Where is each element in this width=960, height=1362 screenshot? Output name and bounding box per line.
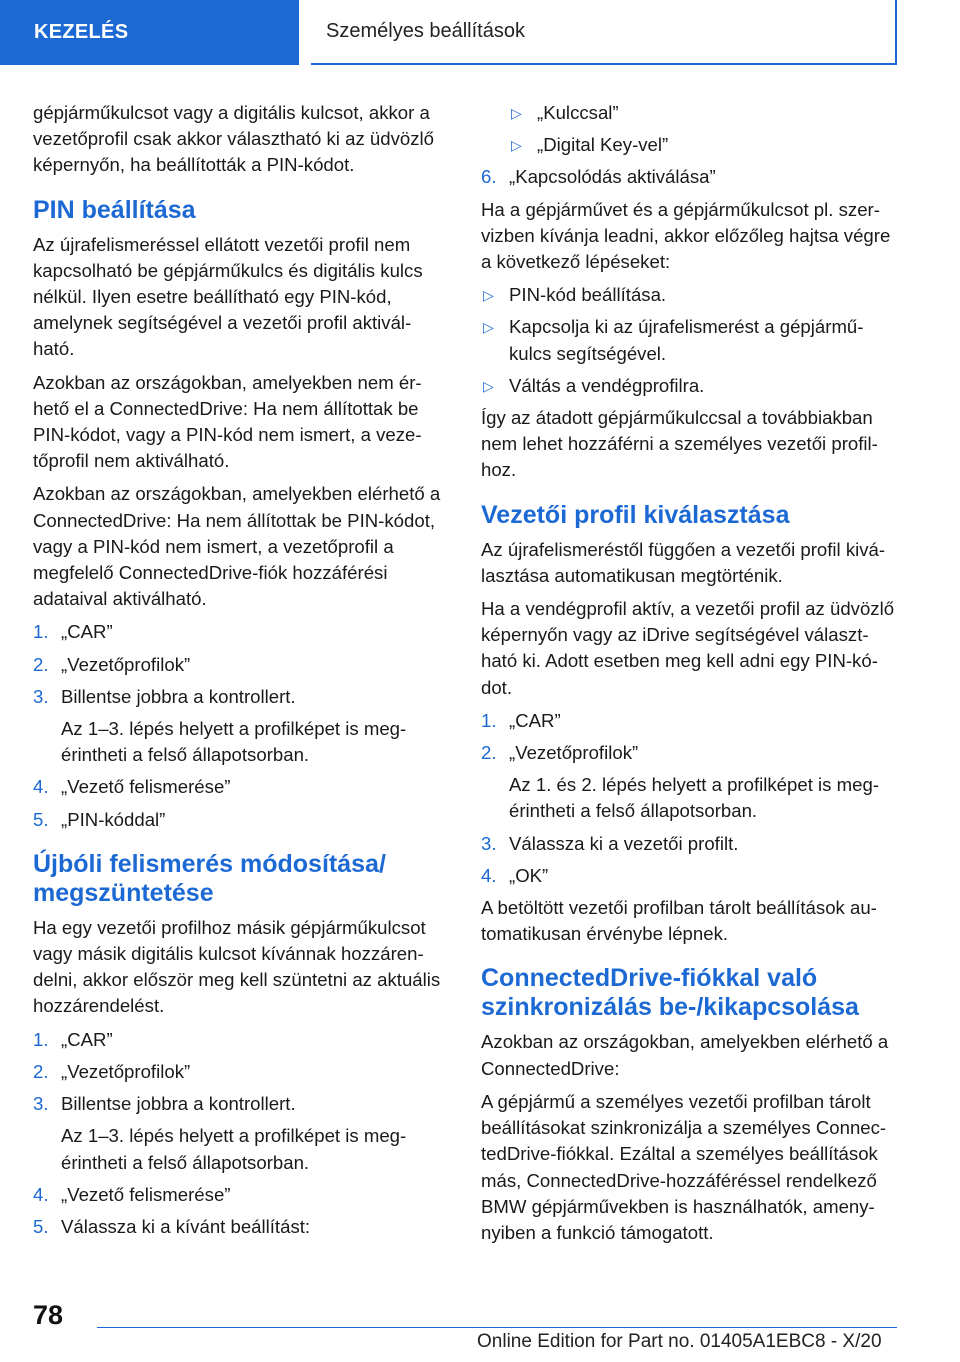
list-item: 2. „Vezetőprofilok” [33, 653, 191, 675]
intro-paragraph: gépjárműkulcsot vagy a digitális kulcsot, akkor a vezetőprofil csak akkor választható ki az üdvözlő képernyőn, ha beállították a PIN-kódot. [33, 102, 434, 176]
header-section-tab: KEZELÉS [0, 0, 299, 65]
list-item: ▷ Váltás a vendégprofilra. [481, 373, 897, 399]
triangle-bullet-icon: ▷ [511, 105, 522, 121]
list-item: 5. Válassza ki a kívánt beállítást: [33, 1215, 311, 1237]
list-item: ▷ PIN-kód beállítása. [481, 282, 897, 308]
list-item: 1. „CAR” [33, 1028, 113, 1050]
triangle-bullet-icon: ▷ [483, 287, 494, 304]
footer-edition: Online Edition for Part no. 01405A1EBC8 - X/20 [477, 1331, 882, 1352]
selection-paragraph-1: Az újrafelismeréstől függően a vezetői profil kivá-lasztása automatikusan megtörténik. [481, 538, 886, 586]
pin-paragraph-3: Azokban az országokban, amelyekben elérhető a ConnectedDrive: Ha nem állítottak be PIN-kódot, vagy a PIN-kód nem ismert, a vezetőprofil a megfelelő ConnectedDrive-fiók hozzáférési adataival aktiválható. [33, 483, 441, 610]
header-chapter-title: Személyes beállítások [311, 0, 897, 65]
pin-note: Az 1–3. lépés helyett a profilképet is meg-érintheti a felső állapotsorban. [61, 718, 407, 766]
list-item: 4. „Vezető felismerése” [33, 776, 231, 798]
handover-bullets [481, 282, 897, 399]
selection-paragraph-2: Ha a vendégprofil aktív, a vezetői profil az üdvözlő képernyőn vagy az iDrive segítségével választ-ható ki. Adott esetben meg kell adni egy PIN-kó-dot. [481, 598, 895, 698]
connecteddrive-paragraph-1: Azokban az országokban, amelyekben elérhető a ConnectedDrive: [481, 1031, 889, 1079]
connecteddrive-heading: ConnectedDrive-fiókkal való szinkronizálás be-/kikapcsolása [481, 964, 859, 1022]
triangle-bullet-icon: ▷ [483, 377, 494, 394]
list-item: 1. „CAR” [481, 709, 561, 731]
pin-steps [33, 619, 447, 710]
footer-divider [97, 1327, 897, 1328]
option-bullets [481, 100, 897, 158]
list-item: 4. „Vezető felismerése” [33, 1183, 231, 1205]
list-item: ▷ Kapcsolja ki az újrafelismerést a gépjármű-kulcs segítségével. [481, 314, 897, 366]
recognition-heading: Újbóli felismerés módosítása/ megszüntetése [33, 849, 386, 907]
list-item: 6. „Kapcsolódás aktiválása” [481, 166, 716, 188]
triangle-bullet-icon: ▷ [511, 137, 522, 154]
page-number: 78 [33, 1300, 64, 1330]
list-item: 2. „Vezetőprofilok” [481, 742, 639, 764]
list-item: 3. Válassza ki a vezetői profilt. [481, 832, 739, 854]
selection-paragraph-3: A betöltött vezetői profilban tárolt beállítások au-tomatikusan érvénybe lépnek. [481, 897, 877, 945]
selection-steps-cont [481, 831, 897, 889]
list-item: 3. Billentse jobbra a kontrollert. [33, 1093, 296, 1115]
recognition-steps [33, 1027, 447, 1118]
list-item: 2. „Vezetőprofilok” [33, 1060, 191, 1082]
selection-note: Az 1. és 2. lépés helyett a profilképet is meg-érintheti a felső állapotsorban. [509, 774, 879, 822]
list-item: 5. „PIN-kóddal” [33, 808, 166, 830]
profile-selection-heading: Vezetői profil kiválasztása [481, 500, 790, 529]
triangle-bullet-icon: ▷ [483, 319, 494, 336]
recognition-note: Az 1–3. lépés helyett a profilképet is meg-érintheti a felső állapotsorban. [61, 1125, 407, 1173]
step-six [481, 164, 897, 190]
recognition-paragraph: Ha egy vezetői profilhoz másik gépjárműkulcsot vagy másik digitális kulcsot kívánnak hozzáren-delni, akkor először meg kell szüntetni az aktuális hozzárendelést. [33, 916, 441, 1017]
list-item: 1. „CAR” [33, 621, 113, 643]
list-item: 4. „OK” [481, 864, 549, 886]
list-item: ▷ „Digital Key-vel” [481, 132, 897, 158]
pin-paragraph-1: Az újrafelismeréssel ellátott vezetői profil nem kapcsolható be gépjárműkulcs és digitális kulcs nélkül. Ilyen esetre beállítható egy PIN-kód, amelynek segítségével a vezetői profil aktivál-ható. [33, 233, 423, 360]
pin-heading: PIN beállítása [33, 195, 196, 224]
pin-paragraph-2: Azokban az országokban, amelyekben nem ér-hető el a ConnectedDrive: Ha nem állítottak be PIN-kódot, vagy a PIN-kód nem ismert, a veze-tőprofil nem aktiválható. [33, 371, 422, 472]
list-item: ▷ „Kulccsal” [481, 100, 897, 126]
right-column [481, 100, 897, 1253]
handover-paragraph: Ha a gépjárművet és a gépjárműkulcsot pl. szer-vizben kívánja leadni, akkor előzőleg hajtsa végre a következő lépéseket: [481, 198, 891, 273]
connecteddrive-paragraph-2: A gépjármű a személyes vezetői profilban tárolt beállításokat szinkronizálja a személyes Connec-tedDrive-fiókkal. Ezáltal a személyes beállítások más, ConnectedDrive-hozzáféréssel rendelkező BMW gépjárművekben is használhatók, ameny-nyiben a funkció támogatott. [481, 1090, 887, 1243]
selection-steps [481, 708, 897, 766]
handover-paragraph-2: Így az átadott gépjárműkulccsal a továbbiakban nem lehet hozzáférni a személyes vezetői profil-hoz. [481, 407, 878, 481]
recognition-steps-cont [33, 1182, 447, 1240]
list-item: 3. Billentse jobbra a kontrollert. [33, 685, 296, 707]
left-column [33, 100, 447, 1246]
pin-steps-cont [33, 774, 447, 832]
